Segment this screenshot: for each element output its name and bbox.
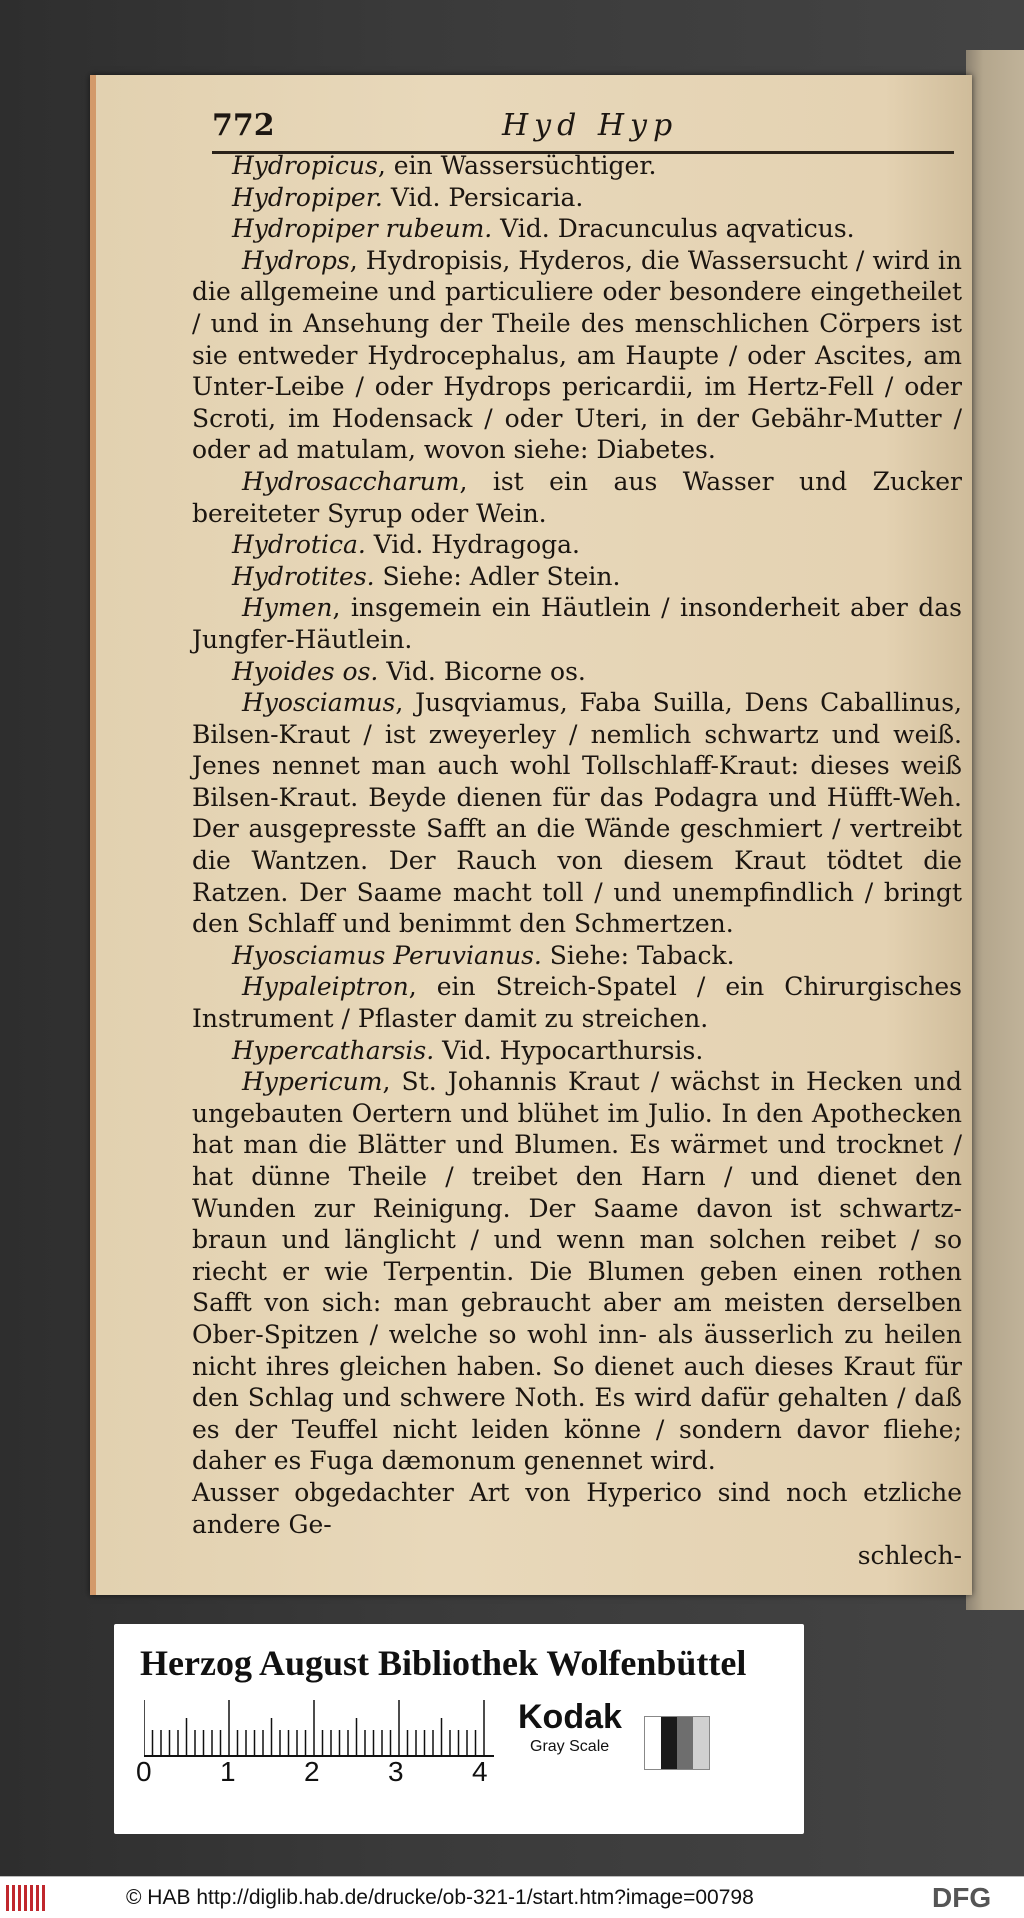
kodak-logo: Kodak xyxy=(518,1698,622,1736)
entry xyxy=(192,466,962,529)
entry-term: Hypaleiptron xyxy=(242,972,409,1002)
entry xyxy=(192,971,962,1034)
ruler-number: 0 xyxy=(136,1756,152,1787)
scale-ruler xyxy=(144,1698,504,1758)
entry xyxy=(192,529,962,561)
page-number: 772 xyxy=(212,108,275,143)
entry-text: Vid. Hypocarthursis. xyxy=(434,1035,704,1065)
hab-logo-icon xyxy=(6,1885,46,1911)
gray-scale-label: Gray Scale xyxy=(530,1738,610,1755)
swatch xyxy=(677,1717,693,1769)
swatch xyxy=(661,1717,677,1769)
footer-bar xyxy=(0,1876,1024,1918)
gray-swatches xyxy=(644,1716,710,1770)
entry-term: Hydropiper rubeum. xyxy=(232,214,493,244)
entry-term: Hydrotica. xyxy=(232,530,366,560)
ruler-numbers xyxy=(136,1756,496,1796)
entry-text: Vid. Dracunculus aqvaticus. xyxy=(492,214,855,244)
entry xyxy=(192,940,962,972)
entry-text: , ein Streich-Spatel / ein Chirurgisches Instrument / Pflaster damit zu streichen. xyxy=(192,972,962,1034)
ruler-number: 2 xyxy=(304,1756,320,1787)
copyright-link[interactable]: © HAB http://diglib.hab.de/drucke/ob-321-1/start.htm?image=00798 xyxy=(126,1886,754,1909)
entry-term: Hydrotites. xyxy=(232,561,375,591)
running-head xyxy=(212,108,952,152)
entry xyxy=(192,1035,962,1067)
entry-term: Hydropiper. xyxy=(232,182,383,212)
entry-term: Hydrosaccharum xyxy=(242,466,460,496)
swatch xyxy=(645,1717,661,1769)
library-name: Herzog August Bibliothek Wolfenbüttel xyxy=(140,1643,747,1683)
entry xyxy=(192,150,962,182)
facing-page-edge xyxy=(966,50,1024,1610)
dictionary-text xyxy=(192,150,962,1572)
entry-term: Hyoides os. xyxy=(232,656,379,686)
entry-term: Hymen xyxy=(242,593,333,623)
entry-text: Ausser obgedachter Art von Hyperico sind noch etzliche andere Ge- xyxy=(192,1477,962,1539)
entry xyxy=(192,592,962,655)
entry-text: Vid. Hydragoga. xyxy=(365,530,580,560)
entry-term: Hypercatharsis. xyxy=(232,1035,435,1065)
catchword: schlech- xyxy=(857,1541,962,1571)
entry-text: , ein Wassersüchtiger. xyxy=(377,151,657,180)
entry xyxy=(192,213,962,245)
entry-text: , St. Johannis Kraut / wächst in Hecken und ungebauten Oertern und blühet im Julio. In den Apothecken hat man die Blätter und Blumen. Es wärmet und trocknet / hat dünne Theile / treibet den Harn / und dienet den Wunden zur Reinigung. Der Saame davon ist schwartz-braun und länglicht / und wenn man solchen reibet / so riecht er wie Terpentin. Die Blumen geben einen rothen Safft von sich: man gebraucht aber am meisten derselben Ober-Spitzen / welche so wohl inn- als äusserlich zu heilen nicht ihres gleichen haben. So dienet auch dieses Kraut für den Schlag und schwere Noth. Es wird dafür gehalten / daß es der Teuffel nicht leiden könne / sondern davor fliehe; daher es Fuga dæmonum genennet wird. xyxy=(192,1067,962,1476)
entry-text: Siehe: Adler Stein. xyxy=(374,561,621,591)
color-calibration-card xyxy=(114,1624,804,1834)
ruler-number: 1 xyxy=(220,1756,236,1787)
entry-text: Siehe: Taback. xyxy=(541,940,735,970)
entry-text: , Hydropisis, Hyderos, die Wassersucht / wird in die allgemeine und particuliere oder besondere eingetheilet / und in Ansehung der Theile des menschlichen Cörpers ist sie entweder Hydrocephalus, am Haupte / oder Ascites, am Unter-Leibe / oder Hydrops pericardii, im Hertz-Fell / oder Scroti, im Hodensack / oder Uteri, in der Gebähr-Mutter / oder ad matulam, wovon siehe: Diabetes. xyxy=(192,245,962,465)
entry-text: , ist ein aus Wasser und Zucker bereiteter Syrup oder Wein. xyxy=(192,466,962,528)
ruler-number: 3 xyxy=(388,1756,404,1787)
ruler-number: 4 xyxy=(472,1756,488,1787)
entry-term: Hyosciamus xyxy=(242,688,396,718)
entry-text: Vid. Bicorne os. xyxy=(378,656,586,686)
entry xyxy=(192,656,962,688)
entry xyxy=(192,182,962,214)
running-head-words: Hyd Hyp xyxy=(502,108,679,143)
entry xyxy=(192,245,962,466)
entry xyxy=(192,1477,962,1540)
entry xyxy=(192,1066,962,1477)
entry-text: , Jusqviamus, Faba Suilla, Dens Caballinus, Bilsen-Kraut / ist zweyerley / nemlich schwartz und weiß. Jenes nennet man auch wohl Tollschlaff-Kraut: dieses weiß Bilsen-Kraut. Beyde dienen für das Podagra und Hüfft-Weh. Der ausgepresste Safft an die Wände geschmiert / vertreibt die Wantzen. Der Rauch von diesem Kraut tödtet die Ratzen. Der Saame macht toll / und unempfindlich / bringt den Schlaff und benimmt den Schmertzen. xyxy=(192,688,962,939)
entry-term: Hypericum xyxy=(242,1067,383,1097)
swatch xyxy=(693,1717,709,1769)
entry xyxy=(192,687,962,940)
entry-term: Hydropicus xyxy=(232,151,378,180)
entry-text: , insgemein ein Häutlein / insonderheit aber das Jungfer-Häutlein. xyxy=(192,593,962,654)
entry-term: Hyosciamus Peruvianus. xyxy=(232,940,542,970)
entry-text: Vid. Persicaria. xyxy=(382,182,584,212)
entry-term: Hydrops xyxy=(242,245,350,275)
entry xyxy=(192,561,962,593)
dfg-logo: DFG xyxy=(932,1882,992,1913)
